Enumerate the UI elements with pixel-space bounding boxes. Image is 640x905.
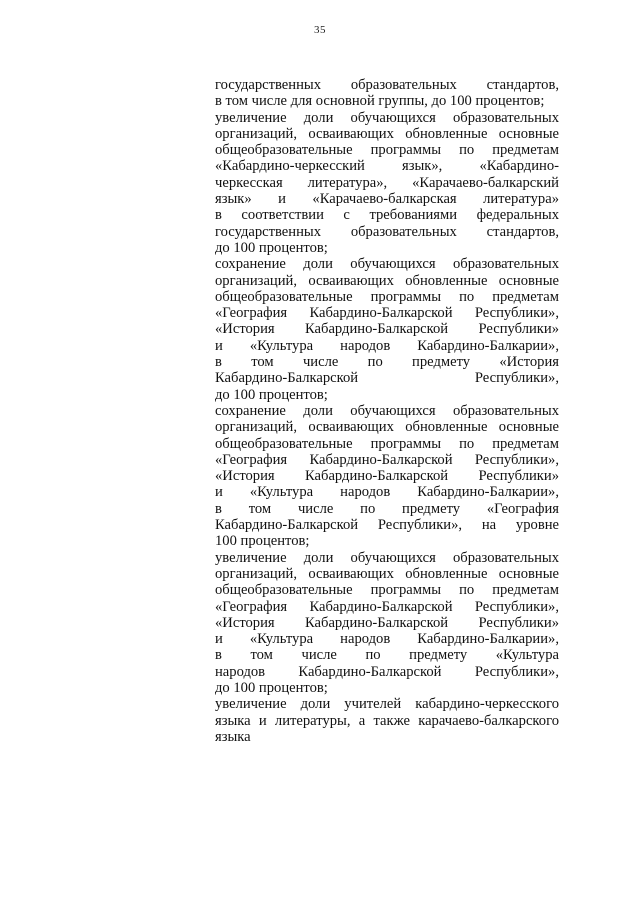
text-line: 100 процентов;: [215, 533, 310, 550]
text-line: до 100 процентов;: [215, 679, 328, 696]
text-line: Кабардино-Балкарской Республики»,: [215, 370, 559, 387]
text-line: государственных образовательных стандартов,: [215, 223, 559, 240]
text-line: до 100 процентов;: [215, 386, 328, 403]
text-line: «География Кабардино-Балкарской Республики»,: [215, 451, 559, 468]
text-line: организаций, осваивающих обновленные основные: [215, 272, 559, 289]
text-line: и «Культура народов Кабардино-Балкарии»,: [215, 484, 559, 501]
text-line: и «Культура народов Кабардино-Балкарии»,: [215, 337, 559, 354]
paragraph-6: [215, 696, 559, 745]
text-line: государственных образовательных стандартов,: [215, 77, 559, 93]
document-body: [215, 77, 559, 745]
text-line: «География Кабардино-Балкарской Республики»,: [215, 598, 559, 615]
text-line: организаций, осваивающих обновленные основные: [215, 565, 559, 582]
text-line: в том числе по предмету «География: [215, 500, 559, 517]
paragraph-3: [215, 256, 559, 403]
text-line: черкесская литература», «Карачаево-балкарский: [215, 174, 559, 191]
paragraph-1: [215, 77, 559, 110]
text-line: общеобразовательные программы по предметам: [215, 288, 559, 305]
text-line: «История Кабардино-Балкарской Республики»: [215, 321, 559, 338]
text-line: Кабардино-Балкарской Республики», на уровне: [215, 517, 559, 534]
text-line: до 100 процентов;: [215, 239, 328, 256]
text-line: увеличение доли обучающихся образовательных: [215, 109, 559, 126]
text-line: «История Кабардино-Балкарской Республики»: [215, 614, 559, 631]
text-line: в том числе по предмету «Культура: [215, 647, 559, 664]
text-line: сохранение доли обучающихся образовательных: [215, 402, 559, 419]
text-line: и «Культура народов Кабардино-Балкарии»,: [215, 631, 559, 648]
text-line: в том числе для основной группы, до 100 процентов;: [215, 93, 545, 110]
text-line: народов Кабардино-Балкарской Республики»,: [215, 663, 559, 680]
text-line: язык» и «Карачаево-балкарская литература»: [215, 191, 559, 208]
text-line: общеобразовательные программы по предметам: [215, 142, 559, 159]
text-line: «География Кабардино-Балкарской Республики»,: [215, 305, 559, 322]
text-line: общеобразовательные программы по предметам: [215, 435, 559, 452]
paragraph-4: [215, 403, 559, 550]
text-line: организаций, осваивающих обновленные основные: [215, 419, 559, 436]
text-line: сохранение доли обучающихся образовательных: [215, 256, 559, 273]
text-line: «Кабардино-черкесский язык», «Кабардино-: [215, 158, 559, 175]
text-line: в соответствии с требованиями федеральных: [215, 207, 559, 224]
paragraph-5: [215, 550, 559, 697]
text-line: организаций, осваивающих обновленные основные: [215, 125, 559, 142]
paragraph-2: [215, 110, 559, 257]
text-line: «История Кабардино-Балкарской Республики»: [215, 468, 559, 485]
text-line: увеличение доли учителей кабардино-черкесского: [215, 696, 559, 713]
text-line: общеобразовательные программы по предметам: [215, 582, 559, 599]
text-line: языка: [215, 728, 251, 745]
text-line: языка и литературы, а также карачаево-балкарского: [215, 712, 559, 729]
text-line: увеличение доли обучающихся образовательных: [215, 549, 559, 566]
text-line: в том числе по предмету «История: [215, 354, 559, 371]
page-number: 35: [314, 24, 326, 36]
